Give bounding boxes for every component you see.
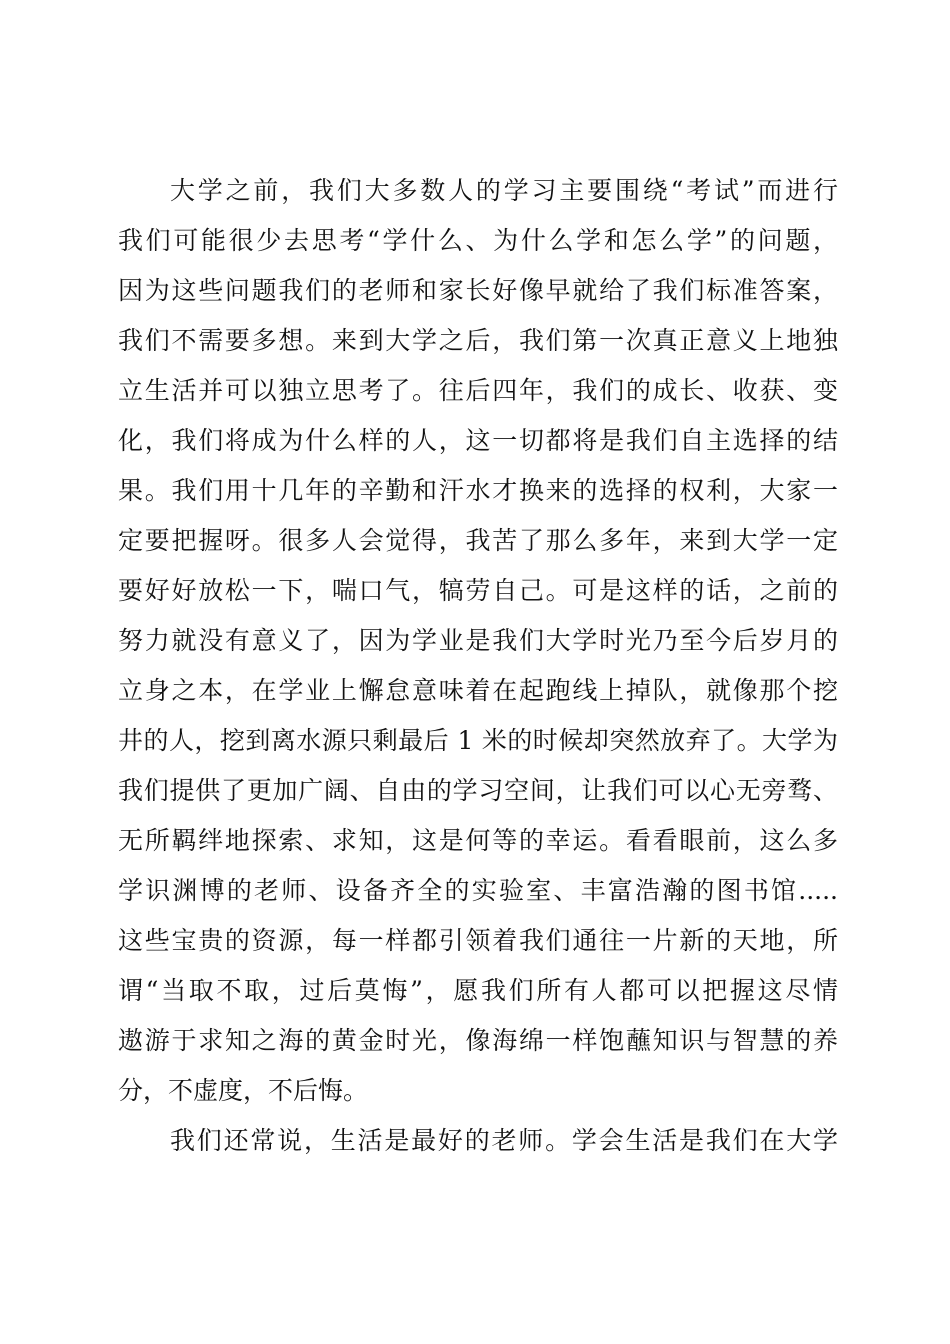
paragraph-1-line-1: 大学之前，我们大多数人的学习主要围绕“考试”而进行	[170, 176, 838, 205]
paragraph-1-line-18: 遨游于求知之海的黄金时光，像海绵一样饱蘸知识与智慧的养	[118, 1026, 838, 1055]
paragraph-1-line-4: 我们不需要多想。来到大学之后，我们第一次真正意义上地独	[118, 326, 838, 355]
paragraph-1-line-12: 井的人，挖到离水源只剩最后 1 米的时候却突然放弃了。大学为	[118, 726, 838, 755]
paragraph-1-line-16: 这些宝贵的资源，每一样都引领着我们通往一片新的天地，所	[118, 926, 838, 955]
paragraph-1-line-15: 学识渊博的老师、设备齐全的实验室、丰富浩瀚的图书馆.....	[118, 876, 838, 905]
paragraph-1-line-17: 谓“当取不取，过后莫悔”，愿我们所有人都可以把握这尽情	[118, 976, 838, 1005]
paragraph-1-line-6: 化，我们将成为什么样的人，这一切都将是我们自主选择的结	[118, 426, 838, 455]
paragraph-1-line-10: 努力就没有意义了，因为学业是我们大学时光乃至今后岁月的	[118, 626, 838, 655]
paragraph-1-line-5: 立生活并可以独立思考了。往后四年，我们的成长、收获、变	[118, 376, 838, 405]
paragraph-1-line-7: 果。我们用十几年的辛勤和汗水才换来的选择的权利，大家一	[118, 476, 838, 505]
paragraph-1-line-8: 定要把握呀。很多人会觉得，我苦了那么多年，来到大学一定	[118, 526, 838, 555]
paragraph-1-line-19: 分，不虚度，不后悔。	[118, 1076, 369, 1105]
paragraph-1-line-3: 因为这些问题我们的老师和家长好像早就给了我们标准答案，	[118, 276, 838, 305]
body-text	[118, 166, 838, 1166]
paragraph-1-line-11: 立身之本，在学业上懈怠意味着在起跑线上掉队，就像那个挖	[118, 676, 838, 705]
paragraph-1-line-13: 我们提供了更加广阔、自由的学习空间，让我们可以心无旁骛、	[118, 776, 838, 805]
paragraph-2-line-1: 我们还常说，生活是最好的老师。学会生活是我们在大学	[170, 1126, 838, 1155]
paragraph-1-line-14: 无所羁绊地探索、求知，这是何等的幸运。看看眼前，这么多	[118, 826, 838, 855]
paragraph-1-line-9: 要好好放松一下，喘口气，犒劳自己。可是这样的话，之前的	[118, 576, 838, 605]
paragraph-1-line-2: 我们可能很少去思考“学什么、为什么学和怎么学”的问题，	[118, 226, 838, 255]
